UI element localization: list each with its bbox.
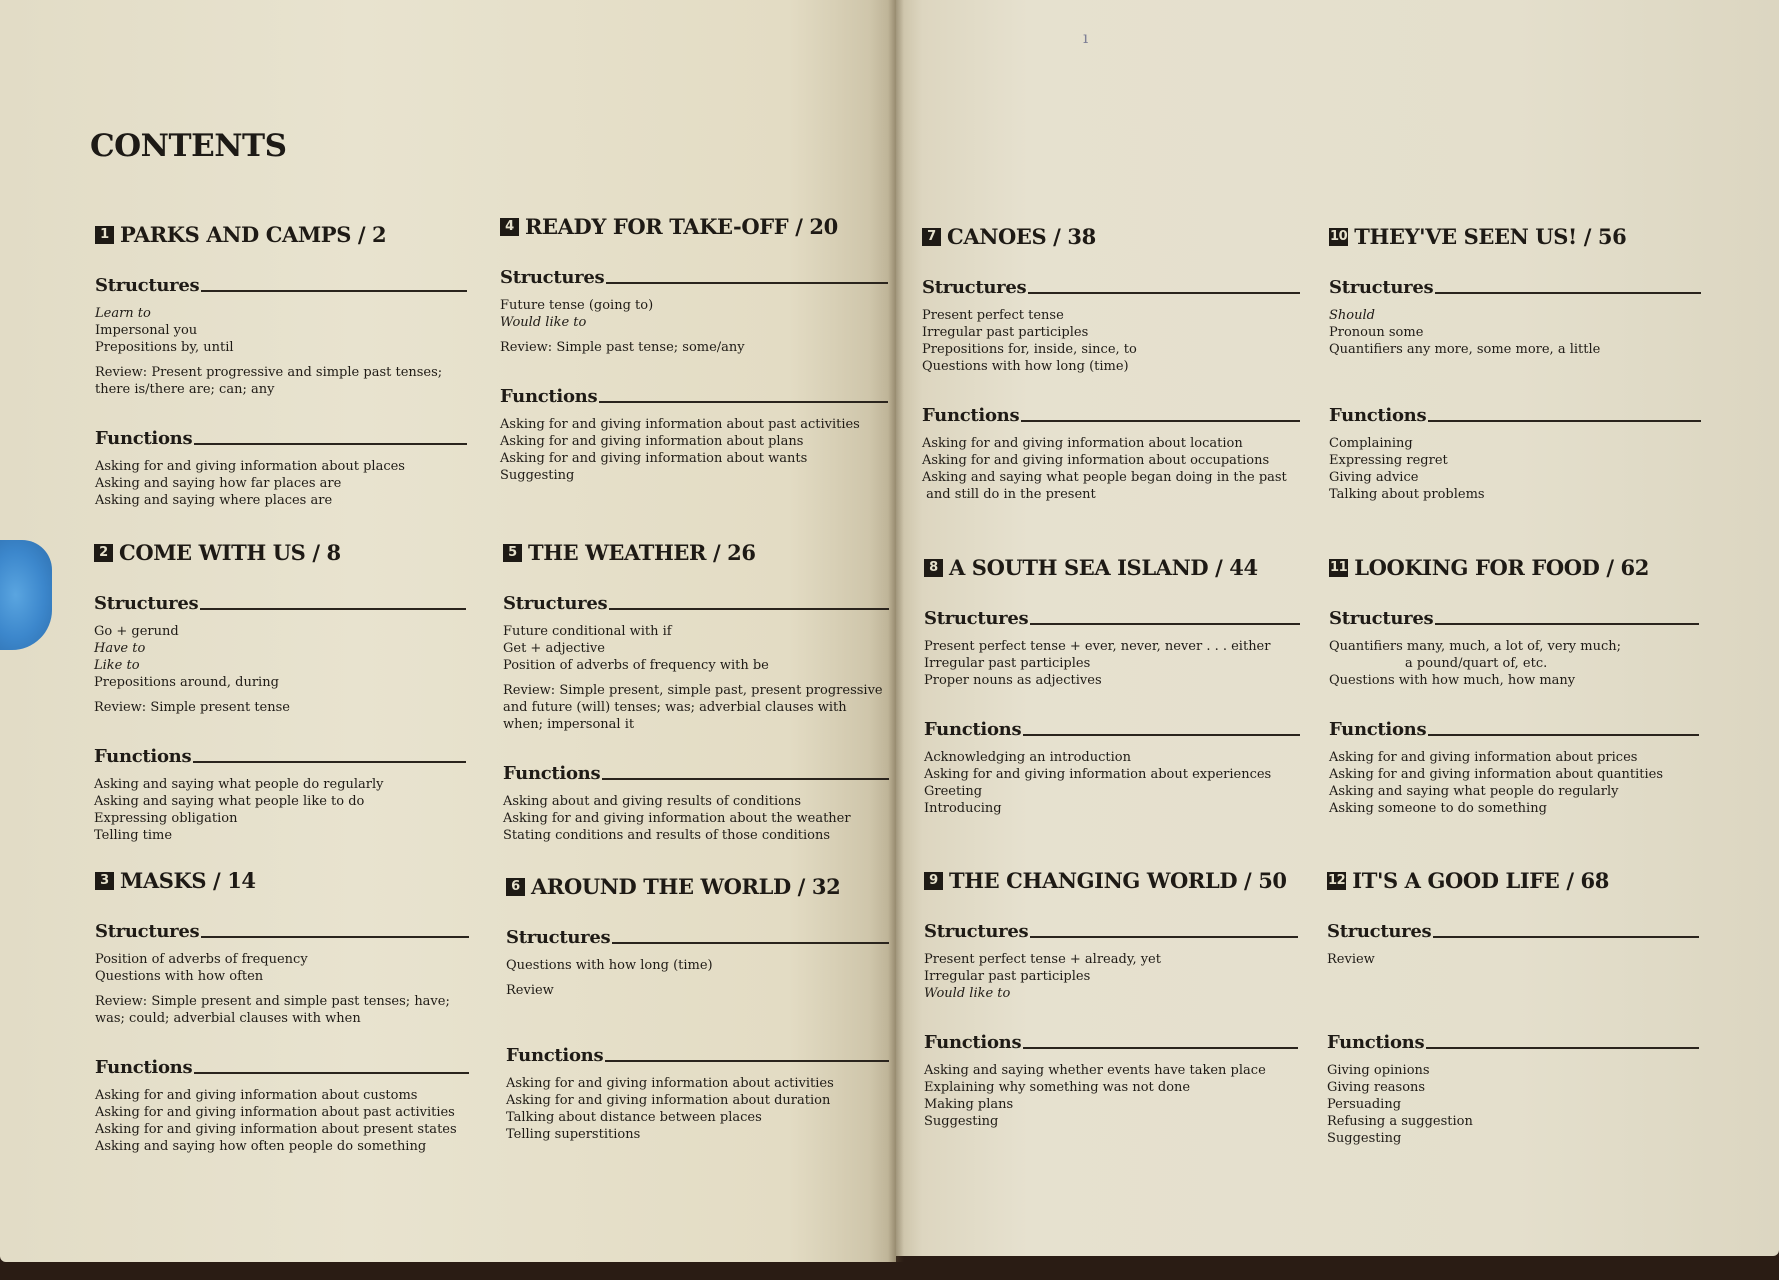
list-item: Refusing a suggestion xyxy=(1327,1114,1473,1129)
list-item: Position of adverbs of frequency with be xyxy=(503,658,769,673)
unit-number: 7 xyxy=(922,228,941,246)
structures-list xyxy=(1329,638,1699,689)
book-gutter xyxy=(888,0,904,1262)
list-item: Asking and saying what people like to do xyxy=(94,794,365,809)
list-item: Irregular past participles xyxy=(924,969,1091,984)
list-item: Asking for and giving information about experiences xyxy=(924,767,1272,782)
structures-list xyxy=(94,623,466,716)
list-item: Giving opinions xyxy=(1327,1063,1430,1078)
unit-9 xyxy=(924,868,1298,1130)
list-item: Questions with how long (time) xyxy=(922,359,1129,374)
list-item: Greeting xyxy=(924,784,983,799)
list-item: Future tense (going to) xyxy=(500,298,654,313)
list-item: Making plans xyxy=(924,1097,1014,1112)
unit-title xyxy=(924,868,1298,893)
list-item: Quantifiers many, much, a lot of, very much; xyxy=(1329,639,1621,654)
unit-7 xyxy=(922,224,1300,503)
structures-review: Review: Present progressive and simple past tenses; there is/there are; can; any xyxy=(95,365,443,397)
unit-number: 10 xyxy=(1330,228,1348,244)
list-item: Questions with how long (time) xyxy=(506,958,713,973)
list-item: Acknowledging an introduction xyxy=(924,750,1131,765)
structures-heading: Structures xyxy=(94,593,466,614)
list-item: Go + gerund xyxy=(94,624,179,639)
list-item: Questions with how much, how many xyxy=(1329,673,1576,688)
unit-title xyxy=(500,214,888,239)
list-item: Suggesting xyxy=(924,1114,999,1129)
structures-heading: Structures xyxy=(506,927,889,948)
functions-list xyxy=(924,1062,1298,1130)
list-item: Proper nouns as adjectives xyxy=(924,673,1102,688)
list-item: Asking for and giving information about activities xyxy=(506,1076,834,1091)
unit-11 xyxy=(1329,555,1699,817)
list-item: Future conditional with if xyxy=(503,624,672,639)
unit-8 xyxy=(924,555,1300,817)
list-item: a pound/quart of, etc. xyxy=(1405,656,1548,671)
unit-title-text: CANOES / 38 xyxy=(947,224,1096,249)
list-item: Suggesting xyxy=(500,468,575,483)
list-item: Present perfect tense + ever, never, never . . . either xyxy=(924,639,1271,654)
unit-title-text: PARKS AND CAMPS / 2 xyxy=(120,222,387,247)
functions-heading: Functions xyxy=(924,1032,1298,1053)
unit-number: 1 xyxy=(95,226,114,244)
functions-list xyxy=(924,749,1300,817)
list-item: Asking and saying what people began doing in the past xyxy=(922,470,1287,485)
list-item: Asking and saying how often people do something xyxy=(95,1139,427,1154)
unit-title xyxy=(95,868,469,893)
structures-list xyxy=(922,307,1300,375)
unit-title xyxy=(1329,555,1699,580)
list-item: Explaining why something was not done xyxy=(924,1080,1191,1095)
functions-list xyxy=(95,1087,469,1155)
unit-title-text: READY FOR TAKE-OFF / 20 xyxy=(525,214,838,239)
functions-heading: Functions xyxy=(500,386,888,407)
structures-list xyxy=(500,297,888,356)
unit-title-text: AROUND THE WORLD / 32 xyxy=(531,874,841,899)
unit-number: 8 xyxy=(924,559,943,577)
structures-list xyxy=(1329,307,1701,358)
unit-title xyxy=(506,874,889,899)
structures-heading: Structures xyxy=(1329,608,1699,629)
functions-list xyxy=(95,458,467,509)
structures-list xyxy=(924,638,1300,689)
unit-title-text: LOOKING FOR FOOD / 62 xyxy=(1354,555,1649,580)
list-item: Asking for and giving information about past activities xyxy=(95,1105,455,1120)
list-item: Prepositions by, until xyxy=(95,340,234,355)
functions-list xyxy=(506,1075,889,1143)
functions-heading: Functions xyxy=(924,719,1300,740)
functions-list xyxy=(1329,435,1701,503)
functions-heading: Functions xyxy=(95,1057,469,1078)
unit-title-text: COME WITH US / 8 xyxy=(119,540,341,565)
list-item: Asking for and giving information about the weather xyxy=(503,811,851,826)
functions-heading: Functions xyxy=(1329,405,1701,426)
unit-title-text: THEY'VE SEEN US! / 56 xyxy=(1354,224,1627,249)
unit-title xyxy=(94,540,466,565)
structures-heading: Structures xyxy=(1329,277,1701,298)
unit-title-text: IT'S A GOOD LIFE / 68 xyxy=(1352,868,1609,893)
list-item: Asking someone to do something xyxy=(1329,801,1547,816)
structures-list xyxy=(924,951,1298,1002)
functions-list xyxy=(503,793,889,844)
unit-title-text: THE WEATHER / 26 xyxy=(528,540,756,565)
list-item: Learn to xyxy=(95,306,151,321)
list-item: Irregular past participles xyxy=(924,656,1091,671)
unit-title xyxy=(95,222,467,247)
structures-heading: Structures xyxy=(924,608,1300,629)
list-item: Asking for and giving information about places xyxy=(95,459,405,474)
list-item: Asking for and giving information about past activities xyxy=(500,417,860,432)
list-item: Should xyxy=(1329,308,1375,323)
structures-heading: Structures xyxy=(1327,921,1699,942)
functions-heading: Functions xyxy=(95,428,467,449)
list-item: Present perfect tense + already, yet xyxy=(924,952,1161,967)
structures-review: Review xyxy=(506,983,554,998)
unit-number: 2 xyxy=(94,544,113,562)
list-item: Get + adjective xyxy=(503,641,605,656)
unit-10 xyxy=(1329,224,1701,503)
unit-number: 3 xyxy=(95,872,114,890)
list-item: Asking about and giving results of conditions xyxy=(503,794,802,809)
list-item: Telling time xyxy=(94,828,173,843)
list-item: Would like to xyxy=(924,986,1011,1001)
unit-number: 9 xyxy=(924,872,943,890)
structures-heading: Structures xyxy=(924,921,1298,942)
list-item: Asking and saying where places are xyxy=(95,493,333,508)
functions-heading: Functions xyxy=(922,405,1300,426)
list-item: Questions with how often xyxy=(95,969,264,984)
unit-4 xyxy=(500,214,888,484)
list-item: Giving advice xyxy=(1329,470,1419,485)
list-item: Asking for and giving information about quantities xyxy=(1329,767,1664,782)
unit-title-text: A SOUTH SEA ISLAND / 44 xyxy=(949,555,1258,580)
unit-number: 4 xyxy=(500,218,519,236)
list-item: Talking about problems xyxy=(1329,487,1485,502)
list-item: Asking and saying what people do regularly xyxy=(94,777,384,792)
list-item: Stating conditions and results of those conditions xyxy=(503,828,831,843)
list-item: Introducing xyxy=(924,801,1002,816)
list-item: Pronoun some xyxy=(1329,325,1424,340)
functions-heading: Functions xyxy=(503,763,889,784)
structures-heading: Structures xyxy=(922,277,1300,298)
unit-3 xyxy=(95,868,469,1155)
unit-title xyxy=(922,224,1300,249)
unit-number: 11 xyxy=(1330,559,1348,575)
list-item: Expressing obligation xyxy=(94,811,238,826)
pencil-mark: ı xyxy=(1083,28,1089,47)
structures-heading: Structures xyxy=(500,267,888,288)
structures-review: Review: Simple present, simple past, present progressive and future (will) tenses; was; adverbial clauses with when; impersonal it xyxy=(503,683,883,732)
list-item: Asking for and giving information about plans xyxy=(500,434,804,449)
unit-5 xyxy=(503,540,889,844)
list-item: Complaining xyxy=(1329,436,1413,451)
list-item: Giving reasons xyxy=(1327,1080,1426,1095)
unit-title xyxy=(1327,868,1699,893)
list-item: Position of adverbs of frequency xyxy=(95,952,308,967)
structures-list xyxy=(95,951,469,1027)
functions-list xyxy=(500,416,888,484)
list-item: Asking for and giving information about present states xyxy=(95,1122,457,1137)
list-item: Like to xyxy=(94,658,140,673)
structures-review: Review: Simple present tense xyxy=(94,700,290,715)
list-item: Have to xyxy=(94,641,146,656)
list-item: Suggesting xyxy=(1327,1131,1402,1146)
list-item: Present perfect tense xyxy=(922,308,1064,323)
list-item: and still do in the present xyxy=(922,487,1096,502)
structures-heading: Structures xyxy=(503,593,889,614)
structures-review: Review: Simple past tense; some/any xyxy=(500,340,745,355)
structures-list xyxy=(503,623,889,733)
structures-heading: Structures xyxy=(95,275,467,296)
unit-number: 5 xyxy=(503,544,522,562)
functions-heading: Functions xyxy=(1327,1032,1699,1053)
list-item: Irregular past participles xyxy=(922,325,1089,340)
list-item: Asking for and giving information about prices xyxy=(1329,750,1638,765)
functions-list xyxy=(1327,1062,1699,1147)
list-item: Review xyxy=(1327,952,1375,967)
structures-list xyxy=(95,305,467,398)
unit-title xyxy=(924,555,1300,580)
structures-heading: Structures xyxy=(95,921,469,942)
list-item: Telling superstitions xyxy=(506,1127,641,1142)
functions-list xyxy=(94,776,466,844)
structures-list xyxy=(506,957,889,999)
list-item: Persuading xyxy=(1327,1097,1402,1112)
unit-title xyxy=(503,540,889,565)
list-item: Impersonal you xyxy=(95,323,198,338)
unit-title xyxy=(1329,224,1701,249)
functions-list xyxy=(1329,749,1699,817)
functions-heading: Functions xyxy=(94,746,466,767)
list-item: Would like to xyxy=(500,315,587,330)
unit-12 xyxy=(1327,868,1699,1147)
list-item: Asking and saying whether events have taken place xyxy=(924,1063,1266,1078)
list-item: Prepositions for, inside, since, to xyxy=(922,342,1137,357)
functions-list xyxy=(922,435,1300,503)
unit-2 xyxy=(94,540,466,844)
unit-6 xyxy=(506,874,889,1143)
list-item: Asking for and giving information about wants xyxy=(500,451,808,466)
list-item: Asking and saying what people do regularly xyxy=(1329,784,1619,799)
structures-list xyxy=(1327,951,1699,968)
list-item: Asking for and giving information about location xyxy=(922,436,1243,451)
unit-number: 6 xyxy=(506,878,525,896)
unit-1 xyxy=(95,222,467,509)
structures-review: Review: Simple present and simple past tenses; have; was; could; adverbial clauses with when xyxy=(95,994,450,1026)
list-item: Asking for and giving information about customs xyxy=(95,1088,418,1103)
unit-title-text: MASKS / 14 xyxy=(120,868,256,893)
list-item: Talking about distance between places xyxy=(506,1110,762,1125)
list-item: Prepositions around, during xyxy=(94,675,279,690)
list-item: Asking for and giving information about duration xyxy=(506,1093,831,1108)
unit-title-text: THE CHANGING WORLD / 50 xyxy=(949,868,1287,893)
contents-title: CONTENTS xyxy=(90,128,287,164)
functions-heading: Functions xyxy=(506,1045,889,1066)
bookmark-ribbon xyxy=(0,540,52,650)
list-item: Asking for and giving information about occupations xyxy=(922,453,1270,468)
unit-number: 12 xyxy=(1328,872,1346,888)
functions-heading: Functions xyxy=(1329,719,1699,740)
list-item: Expressing regret xyxy=(1329,453,1448,468)
list-item: Asking and saying how far places are xyxy=(95,476,342,491)
list-item: Quantifiers any more, some more, a little xyxy=(1329,342,1601,357)
